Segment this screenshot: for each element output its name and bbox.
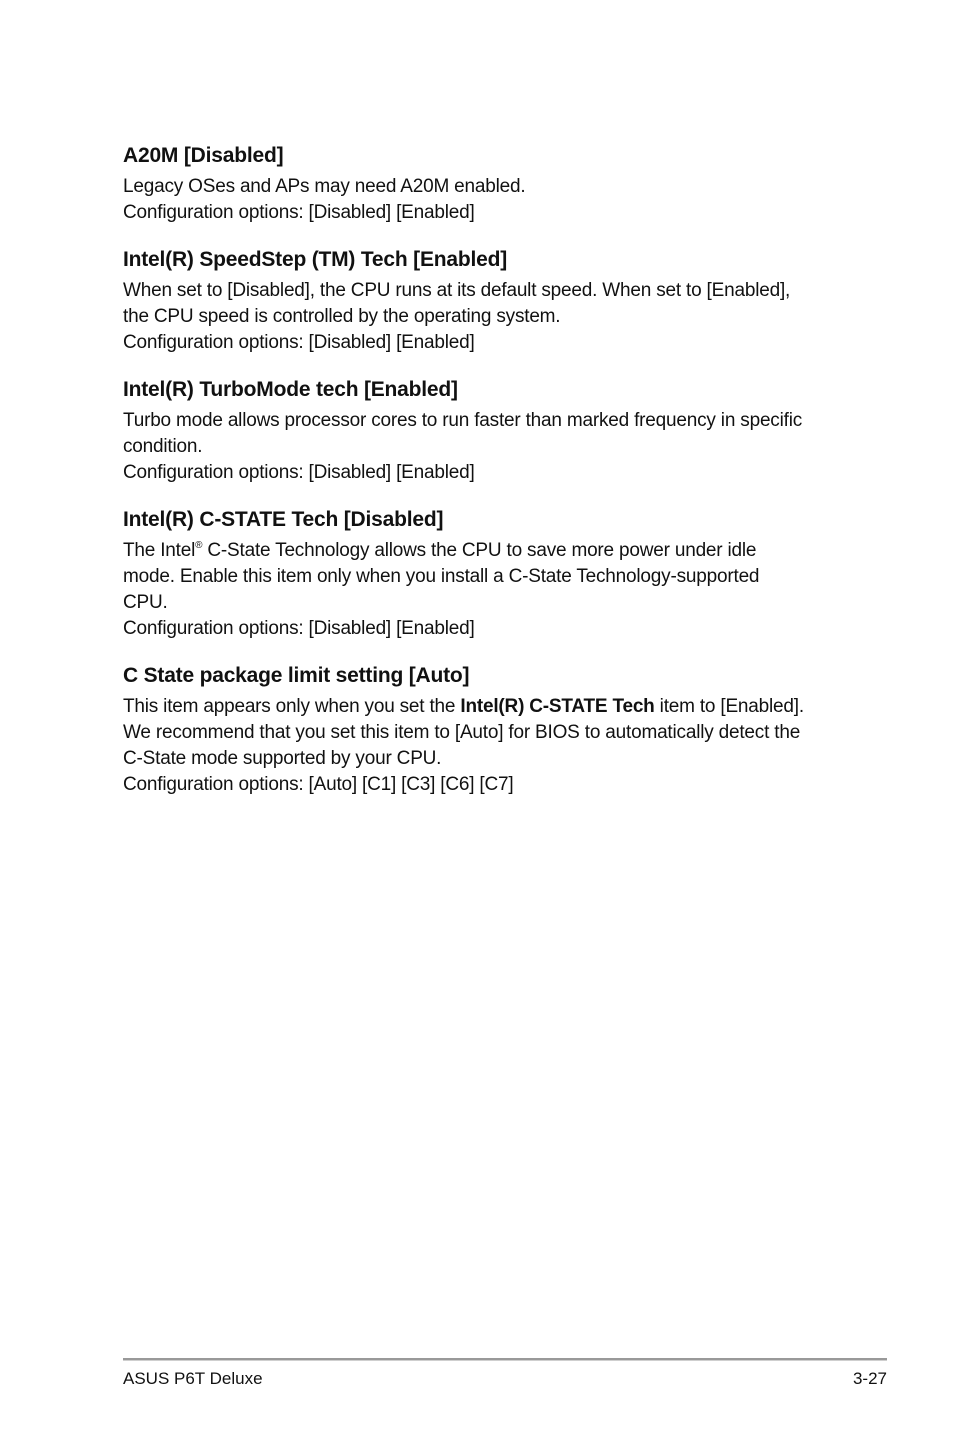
footer-product-name: ASUS P6T Deluxe bbox=[123, 1369, 263, 1388]
body-line: the CPU speed is controlled by the operating system. bbox=[123, 306, 561, 327]
body-line: CPU. bbox=[123, 592, 168, 613]
section-title: Intel(R) TurboMode tech [Enabled] bbox=[123, 378, 458, 401]
footer-row bbox=[123, 1368, 887, 1390]
config-options-line: Configuration options: [Auto] [C1] [C3] [C6] [C7] bbox=[123, 774, 514, 795]
section-c-state-package-limit bbox=[123, 662, 843, 798]
text-run: The Intel bbox=[123, 540, 196, 561]
section-a20m bbox=[123, 142, 843, 226]
body-line: Turbo mode allows processor cores to run faster than marked frequency in specific bbox=[123, 410, 803, 431]
registered-mark: ® bbox=[195, 540, 203, 551]
page-content bbox=[123, 142, 843, 818]
text-run: This item appears only when you set the bbox=[123, 696, 461, 717]
body-line bbox=[123, 694, 843, 720]
footer-page-number: 3-27 bbox=[852, 1369, 887, 1388]
bold-reference: Intel(R) C-STATE Tech bbox=[460, 696, 655, 717]
body-line: When set to [Disabled], the CPU runs at its default speed. When set to [Enabled], bbox=[123, 280, 791, 301]
config-options-line: Configuration options: [Disabled] [Enabled] bbox=[123, 332, 475, 353]
config-options-line: Configuration options: [Disabled] [Enabled] bbox=[123, 202, 475, 223]
body-line bbox=[123, 538, 843, 564]
footer-divider bbox=[123, 1358, 887, 1361]
body-line: condition. bbox=[123, 436, 203, 457]
section-speedstep bbox=[123, 246, 843, 356]
section-c-state bbox=[123, 506, 843, 642]
section-turbomode bbox=[123, 376, 843, 486]
section-title: Intel(R) SpeedStep (TM) Tech [Enabled] bbox=[123, 248, 508, 271]
section-title: C State package limit setting [Auto] bbox=[123, 664, 470, 687]
page-footer bbox=[123, 1358, 887, 1390]
body-line: C-State mode supported by your CPU. bbox=[123, 748, 442, 769]
section-title: A20M [Disabled] bbox=[123, 144, 284, 167]
config-options-line: Configuration options: [Disabled] [Enabled] bbox=[123, 462, 475, 483]
body-line: We recommend that you set this item to [Auto] for BIOS to automatically detect the bbox=[123, 722, 801, 743]
body-line: Legacy OSes and APs may need A20M enabled. bbox=[123, 176, 526, 197]
text-run: item to [Enabled]. bbox=[654, 696, 804, 717]
config-options-line: Configuration options: [Disabled] [Enabled] bbox=[123, 618, 475, 639]
text-run: C-State Technology allows the CPU to save more power under idle bbox=[202, 540, 757, 561]
section-title: Intel(R) C-STATE Tech [Disabled] bbox=[123, 508, 444, 531]
body-line: mode. Enable this item only when you install a C-State Technology-supported bbox=[123, 566, 760, 587]
